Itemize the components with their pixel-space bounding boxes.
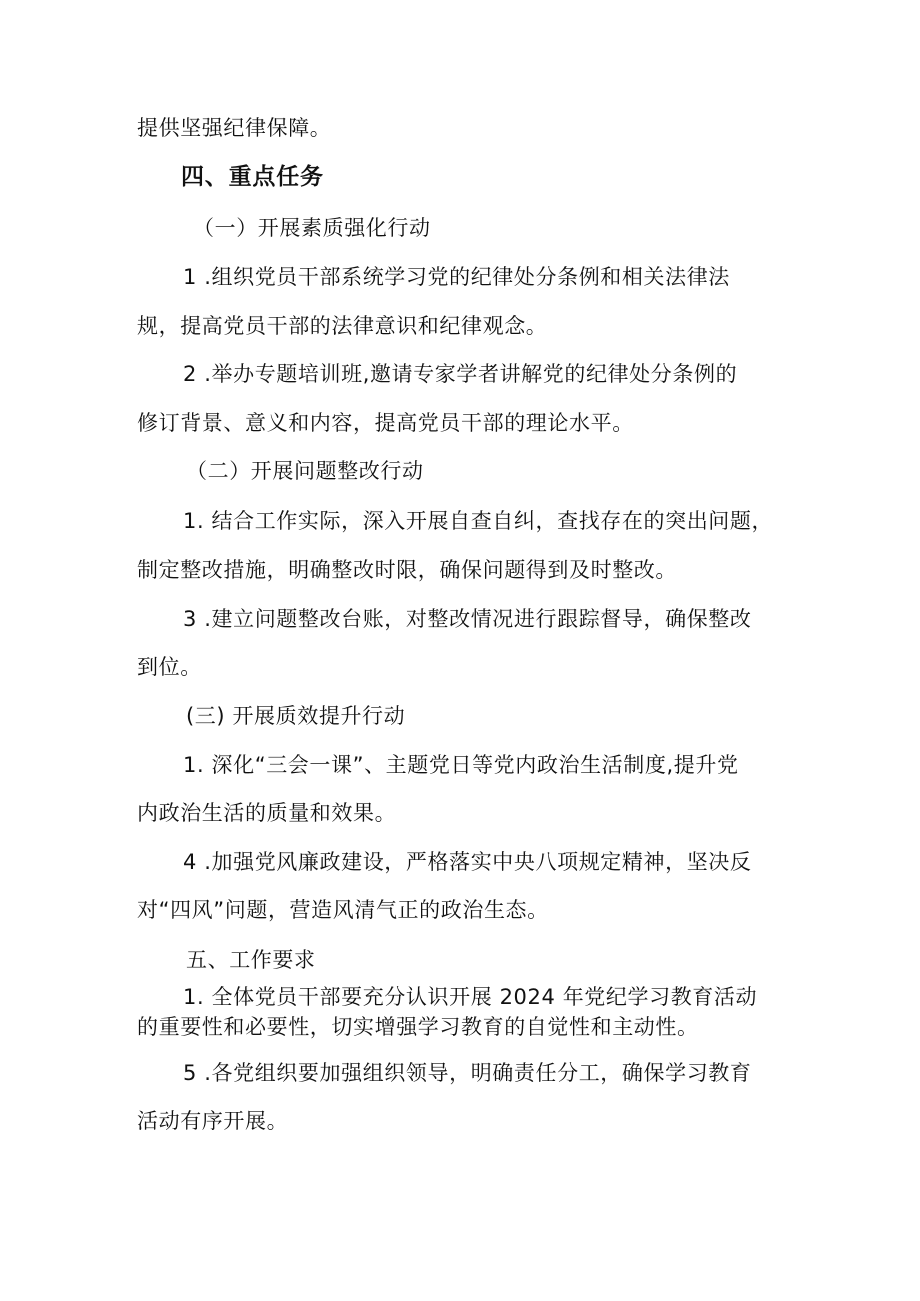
paragraph-line: 3 .建立问题整改台账，对整改情况进行跟踪督导，确保整改	[183, 607, 752, 631]
paragraph-line: 对“四风”问题，营造风清气正的政治生态。	[137, 898, 549, 922]
subsection-title-2: （二）开展问题整改行动	[186, 459, 424, 483]
paragraph-line: 2 .举办专题培训班,邀请专家学者讲解党的纪律处分条例的	[183, 362, 738, 386]
paragraph-line: 内政治生活的质量和效果。	[137, 801, 397, 825]
section-heading-4: 四、重点任务	[181, 164, 324, 190]
opening-text-tail: 提供坚强纪律保障。	[137, 116, 332, 140]
paragraph-line: 1. 全体党员干部要充分认识开展 2024 年党纪学习教育活动	[183, 985, 758, 1009]
subsection-title-3: (三) 开展质效提升行动	[186, 704, 406, 728]
paragraph-line: 1. 结合工作实际，深入开展自查自纠，查找存在的突出问题，	[183, 509, 774, 533]
paragraph-line: 1 .组织党员干部系统学习党的纪律处分条例和相关法律法	[183, 265, 730, 289]
paragraph-line: 规，提高党员干部的法律意识和纪律观念。	[137, 314, 548, 338]
subsection-title-1: （一）开展素质强化行动	[193, 216, 431, 240]
paragraph-line: 的重要性和必要性，切实增强学习教育的自觉性和主动性。	[137, 1015, 699, 1039]
paragraph-line: 活动有序开展。	[137, 1109, 289, 1133]
paragraph-line: 制定整改措施，明确整改时限，确保问题得到及时整改。	[137, 558, 677, 582]
paragraph-line: 到位。	[137, 655, 202, 679]
paragraph-line: 4 .加强党风廉政建设，严格落实中央八项规定精神，坚决反	[183, 850, 752, 874]
section-heading-5: 五、工作要求	[186, 948, 316, 972]
paragraph-line: 修订背景、意义和内容，提高党员干部的理论水平。	[137, 411, 634, 435]
paragraph-line: 1. 深化“三会一课”、主题党日等党内政治生活制度,提升党	[183, 753, 739, 777]
paragraph-line: 5 .各党组织要加强组织领导，明确责任分工，确保学习教育	[183, 1061, 752, 1085]
